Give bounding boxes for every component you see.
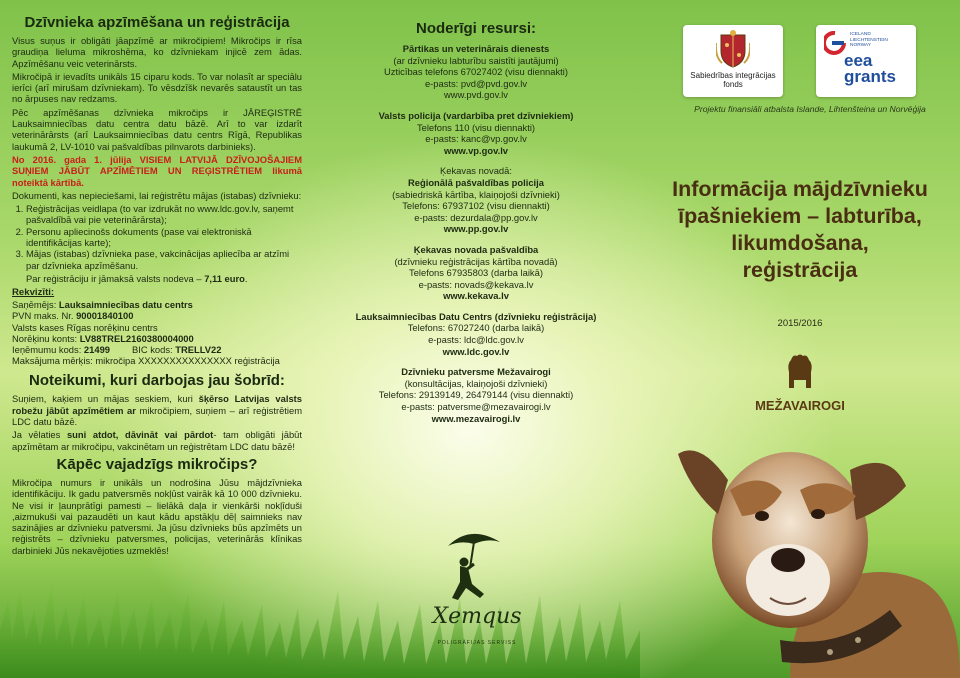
paragraph-microchip-code: Mikročipā ir ievadīts unikāls 15 ciparu kods. To var nolasīt ar speciālu ierīci (arī mirušam dzīvniekam). To vēsdzīšk nevarēs sataustīt un tas no ārpuses nav redzams. <box>12 70 302 105</box>
list-item: 2. Personu apliecinošs dokuments (pase vai elektroniskā identifikācijas karte); <box>26 226 302 249</box>
title-line: likumdošana, <box>731 231 869 255</box>
title-line: Informācija mājdzīvnieku <box>672 177 928 201</box>
eea-grants-logo <box>816 25 916 97</box>
paragraph-border-rule <box>12 393 302 427</box>
resource-email: e-pasts: pvd@pvd.gov.lv <box>424 77 528 89</box>
financing-note: Projektu finansiāli atbalsta Islande, Lihtenšteina un Norvēģija <box>694 104 926 114</box>
resource-phone: Uzticības telefons 67027402 (visu diennakti) <box>384 66 568 78</box>
printer-logo-subtitle: POLIGRĀFIJAS SERVISS <box>437 640 517 646</box>
resource-name: Valsts policija (vardarbība pret dzīvniekiem) <box>378 109 574 121</box>
requisite-line <box>12 299 302 310</box>
right-column <box>640 0 960 678</box>
bear-logo-icon <box>783 352 817 392</box>
resources-title: Noderīgi resursi: <box>415 20 537 37</box>
resource-phone: Telefons: 29139149, 26479144 (visu diennakti) <box>378 389 574 401</box>
fee-amount: 7,11 euro <box>204 272 245 284</box>
resource-block-shelter <box>330 366 622 424</box>
section-title-why-microchip: Kāpēc vajadzīgs mikročips? <box>56 455 258 473</box>
paragraph-transfer-rule <box>12 429 302 452</box>
resource-website[interactable]: www.pp.gov.lv <box>443 223 509 235</box>
resource-website[interactable]: www.kekava.lv <box>443 290 509 302</box>
requisite-line <box>12 333 302 344</box>
resource-website[interactable]: www.vp.gov.lv <box>443 144 509 156</box>
dog-photo <box>670 430 960 678</box>
paragraph-documents-intro: Dokumenti, kas nepieciešami, lai reģistrētu mājas (istabas) dzīvnieku: <box>12 189 302 201</box>
documents-list <box>12 203 302 271</box>
resource-email: e-pasts: patversme@mezavairogi.lv <box>401 401 551 413</box>
requisite-value: 90001840100 <box>76 310 134 322</box>
eea-grants-mark-icon <box>824 31 846 57</box>
paragraph-deadline-warning: No 2016. gada 1. jūlija VISIEM LATVIJĀ DZĪVOJOŠAJIEM SUŅIEM JĀBŪT APZĪMĒTIEM UN REĢISTRĒTIEM likumā noteiktā kārtībā. <box>12 153 302 188</box>
sif-logo-text: Sabiedrības integrācijas fonds <box>690 71 776 89</box>
rule-text: Ja vēlaties <box>12 429 67 441</box>
resource-note: (dzīvnieku reģistrācijas kārtība novadā) <box>394 255 558 267</box>
title-line: īpašniekiem – labturība, <box>678 204 922 228</box>
resource-name: Lauksaimniecības Datu Centrs (dzīvnieku reģistrācija) <box>355 310 597 322</box>
requisite-key: Ieņēmumu kods: <box>12 344 84 356</box>
resource-website[interactable]: www.pvd.gov.lv <box>444 89 508 101</box>
paragraph-why-microchip: Mikročipa numurs ir unikāls un nodrošina Jūsu mājdzīvnieka identifikāciju. Ik gadu patversmēs nokļūst vairāk kā 10 000 dzīvnieku. Ne visi ir ļaunprātīgi pamesti – lielākā daļa ir vienkārši nokļīduši ,aizmukuši vai pazaudēti un kaut kādu apstākļu dēļ saimnieks nav sazinājies ar dzīvnieku patversmi. Ja jūsu dzīvnieks būs apzīmēts un reģistrēts – dzīvnieku patversmes, policijas, veterinārās klīnikas darbinieki Jūs nekavējoties uzmeklēs! <box>12 476 302 556</box>
requisite-value: mikročipa XXXXXXXXXXXXXXX reģistrācija <box>95 355 280 367</box>
requisite-value: 21499 <box>83 344 110 356</box>
resource-block-municipality <box>330 244 622 302</box>
list-item: 1. Reģistrācijas veidlapa (to var izdrukāt no www.ldc.gov.lv, saņemt pašvaldībā vai pie veterinārārsta); <box>26 203 302 226</box>
resource-name: Ķekavas novada pašvaldība <box>413 243 539 255</box>
resource-block-pvd <box>330 43 622 101</box>
resource-phone: Telefons: 67027240 (darba laikā) <box>407 322 545 334</box>
requisite-value: TRELLV22 <box>175 344 222 356</box>
middle-column <box>322 0 630 678</box>
brochure-title <box>650 176 950 284</box>
requisite-value: Lauksaimniecības datu centrs <box>58 299 193 311</box>
section-title-current-rules: Noteikumi, kuri darbojas jau šobrīd: <box>29 372 285 390</box>
resource-phone: Telefons 110 (visu diennakti) <box>416 121 536 133</box>
fee-text: Par reģistrāciju ir jāmaksā valsts nodeva – <box>26 272 205 284</box>
rule-emphasis: suni atdot, dāvināt vai pārdot <box>66 429 214 441</box>
resource-email: e-pasts: ldc@ldc.gov.lv <box>428 334 524 346</box>
rule-text: mikročipiem, suņiem – arī reģistrētiem LDC datu bāzē. <box>12 404 303 428</box>
resource-website[interactable]: www.ldc.gov.lv <box>442 345 510 357</box>
resource-name: Reģionālā pašvaldības policija <box>408 176 544 188</box>
section-title-registration: Dzīvnieka apzīmēšana un reģistrācija <box>24 14 290 31</box>
resource-email: e-pasts: dezurdala@pp.gov.lv <box>414 211 538 223</box>
resource-name: Pārtikas un veterinārais dienests <box>402 43 550 54</box>
rule-text: - tam obligāti jābūt apzīmētam ar mikročipu, vakcinētam un reģistrētam LDC datu bāzē! <box>12 429 302 452</box>
paragraph-registration: Pēc apzīmēšanas dzīvnieka mikročips ir JĀREĢISTRĒ Lauksaimniecības datu centra datu bāzē. Arī to var izdarīt veterinārārsts (arī Lauksaimniecības datu centrs Rīgā, Republikas laukumā 2, LV-1010 vai pašvaldības pilnvarots darbinieks). <box>12 106 302 152</box>
umbrella-man-logo-icon <box>430 528 522 606</box>
eea-countries: ICELAND LIECHTENSTEIN NORWAY <box>850 32 888 49</box>
resource-email: e-pasts: kanc@vp.gov.lv <box>425 133 527 145</box>
brochure-year: 2015/2016 <box>777 318 823 329</box>
left-column <box>0 0 312 678</box>
coat-of-arms-icon <box>716 29 750 69</box>
requisite-line <box>12 322 302 333</box>
rule-emphasis: šķērso Latvijas valsts robežu jābūt apzīmētiem ar <box>12 393 302 416</box>
requisite-key: BIC kods: <box>132 344 176 356</box>
requisite-line <box>12 355 302 366</box>
requisite-value: LV88TREL2160380004000 <box>79 332 194 344</box>
requisite-key: Valsts kases Rīgas norēķinu centrs <box>12 321 158 333</box>
printer-logo-text: Xemqus <box>432 604 522 629</box>
requisite-key: Saņēmējs: <box>12 299 59 311</box>
requisite-line <box>12 344 302 355</box>
resource-note: (konsultācijas, klaiņojoši dzīvnieki) <box>404 377 548 389</box>
resource-block-regional-police <box>330 165 622 235</box>
paragraph-microchip-required: Visus suņus ir obligāti jāapzīmē ar mikročipiem! Mikročips ir rīsa graudiņa lieluma mikroshēma, ko dzīvniekam injicē zem ādas. Apzīmēšanu veic veterinārsts. <box>12 35 302 69</box>
rule-text: Suņiem, kaķiem un mājas seskiem, kuri <box>12 393 199 405</box>
sif-logo <box>683 25 783 97</box>
resource-region: Ķekavas novadā: <box>440 165 512 177</box>
requisites-title: Rekvizīti: <box>12 287 55 299</box>
requisite-key: Norēķinu konts: <box>12 332 80 344</box>
shelter-name: MEŽAVAIROGI <box>755 398 845 413</box>
resource-name: Dzīvnieku patversme Mežavairogi <box>401 366 551 378</box>
requisite-line <box>12 310 302 321</box>
resource-email: e-pasts: novads@kekava.lv <box>418 278 534 290</box>
title-line: reģistrācija <box>742 258 858 282</box>
resource-note: (sabiedriskā kārtība, klaiņojoši dzīvnieki) <box>392 188 560 200</box>
requisite-key: Maksājuma mērķis: <box>12 355 96 367</box>
eea-grants-wordmark: eea grants <box>844 51 896 86</box>
resource-website[interactable]: www.mezavairogi.lv <box>431 412 521 424</box>
resource-block-police <box>330 110 622 156</box>
resource-note: (ar dzīvnieku labturību saistīti jautājumi) <box>393 54 559 66</box>
list-item: 3. Mājas (istabas) dzīvnieka pase, vakcinācijas apliecība ar atzīmi par dzīvnieka apzīmēšanu. <box>26 248 302 271</box>
paragraph-fee <box>12 273 302 284</box>
resource-block-ldc <box>330 311 622 357</box>
resource-phone: Telefons 67935803 (darba laikā) <box>409 267 543 279</box>
fee-dot: . <box>244 272 248 284</box>
requisite-key: PVN maks. Nr. <box>12 310 77 322</box>
resource-phone: Telefons: 67937102 (visu diennakti) <box>402 200 550 212</box>
